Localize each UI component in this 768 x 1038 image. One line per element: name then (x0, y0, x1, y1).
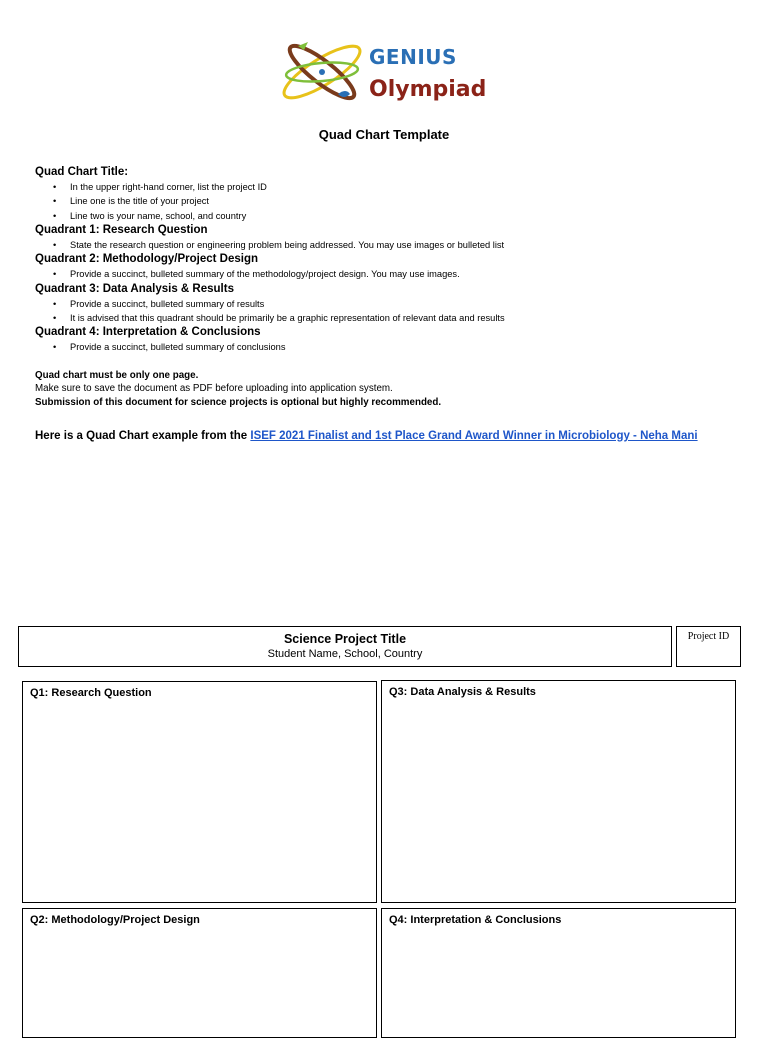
orbit-logo-icon (280, 34, 370, 110)
bullet-item: • Line two is your name, school, and country (70, 209, 755, 223)
logo-text-genius: GENIUS (369, 45, 457, 69)
section-title: Quadrant 1: Research Question (35, 223, 208, 236)
quadrant-label: Q4: Interpretation & Conclusions (389, 914, 562, 926)
quadrant-q1 (22, 681, 377, 903)
bullet-item: • Line one is the title of your project (70, 194, 755, 208)
note-optional: Submission of this document for science projects is optional but highly recommended. (35, 397, 442, 409)
genius-olympiad-logo (280, 34, 492, 110)
section-title: Quad Chart Title: (35, 166, 129, 178)
section-title: Quadrant 3: Data Analysis & Results (35, 282, 234, 295)
section-title: Quadrant 4: Interpretation & Conclusions (35, 326, 261, 339)
project-title-box (18, 626, 672, 667)
quadrant-q4 (381, 908, 736, 1038)
bullet-item: • Provide a succinct, bulleted summary of the methodology/project design. You may use images. (70, 267, 755, 281)
bullet-list (35, 180, 755, 223)
project-id-box: Project ID (676, 626, 741, 667)
quadrant-q3 (381, 680, 736, 903)
instructions (35, 165, 755, 410)
student-info: Student Name, School, Country (267, 648, 423, 660)
bullet-list (35, 297, 755, 325)
document-title: Quad Chart Template (318, 127, 450, 142)
example-link[interactable]: ISEF 2021 Finalist and 1st Place Grand Award Winner in Microbiology - Neha Mani (250, 430, 698, 442)
bullet-item: • In the upper right-hand corner, list the project ID (70, 180, 755, 194)
bullet-item: • Provide a succinct, bulleted summary of conclusions (70, 340, 755, 354)
note-save-pdf: Make sure to save the document as PDF before uploading into application system. (35, 383, 393, 395)
quadrant-label: Q2: Methodology/Project Design (30, 914, 200, 926)
bullet-list (35, 340, 755, 354)
bullet-item: • Provide a succinct, bulleted summary of results (70, 297, 755, 311)
bullet-list (35, 238, 755, 252)
bullet-item: • State the research question or engineering problem being addressed. You may use images or bulleted list (70, 238, 755, 252)
quadrant-label: Q3: Data Analysis & Results (389, 686, 536, 698)
note-one-page: Quad chart must be only one page. (35, 369, 199, 381)
bullet-list (35, 267, 755, 281)
project-title: Science Project Title (283, 632, 407, 646)
bullet-item: • It is advised that this quadrant should be primarily be a graphic representation of relevant data and results (70, 311, 755, 325)
quadrant-label: Q1: Research Question (30, 687, 152, 699)
example-line (35, 430, 698, 442)
logo-text-olympiad: Olympiad (369, 77, 487, 102)
section-title: Quadrant 2: Methodology/Project Design (35, 253, 258, 266)
quadrant-q2 (22, 908, 377, 1038)
example-prefix: Here is a Quad Chart example from the (35, 430, 251, 442)
